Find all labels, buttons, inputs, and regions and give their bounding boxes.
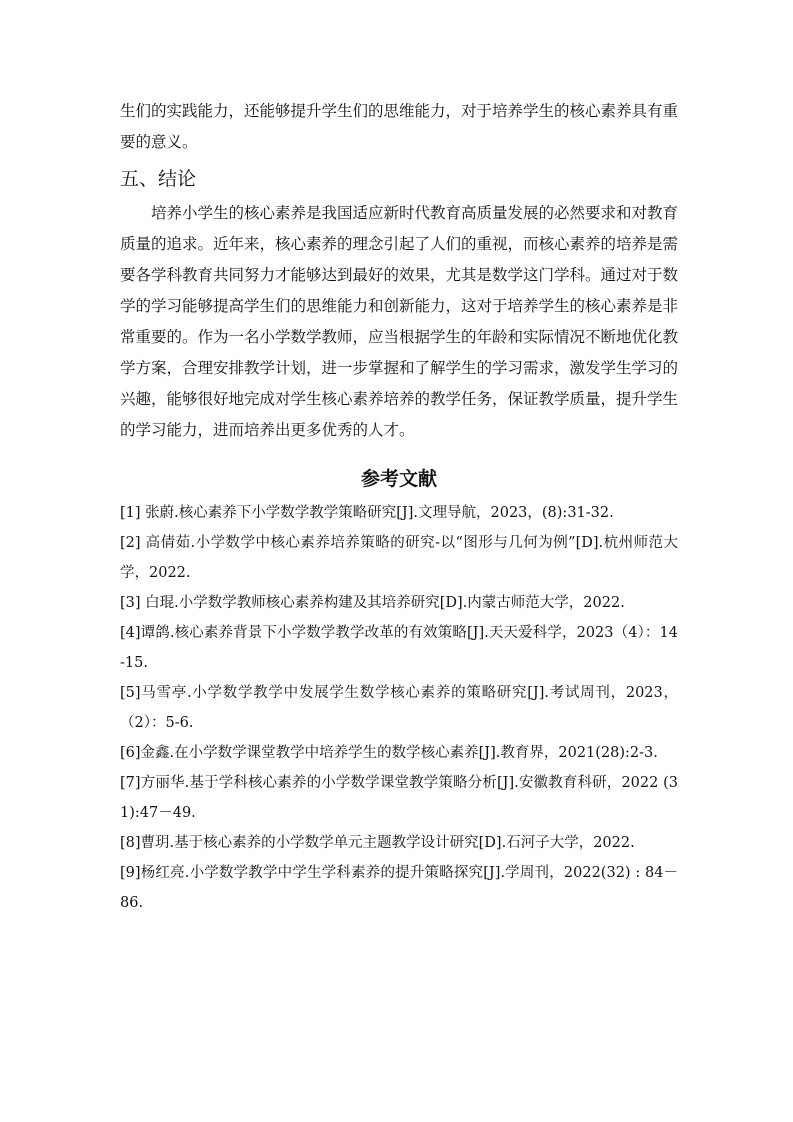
page-content [120, 96, 678, 918]
references-list [120, 498, 678, 918]
reference-item: [9]杨红亮.小学数学教学中学生学科素养的提升策略探究[J].学周刊，2022(32) : 84－86. [120, 865, 678, 911]
reference-item: [2] 高倩茹.小学数学中核心素养培养策略的研究-以“图形与几何为例”[D].杭州师范大学，2022. [120, 535, 678, 581]
references-title: 参考文献 [360, 468, 437, 490]
reference-item: [1] 张蔚.核心素养下小学数学教学策略研究[J].文理导航，2023，(8):31-32. [120, 505, 614, 521]
reference-item: [8]曹玥.基于核心素养的小学数学单元主题教学设计研究[D].石河子大学，2022. [120, 835, 635, 851]
conclusion-paragraph: 培养小学生的核心素养是我国适应新时代教育高质量发展的必然要求和对教育质量的追求。近年来，核心素养的理念引起了人们的重视，而核心素养的培养是需要各学科教育共同努力才能够达到最好的效果，尤其是数学这门学科。通过对于数学的学习能够提高学生们的思维能力和创新能力，这对于培养学生的核心素养是非常重要的。作为一名小学数学教师，应当根据学生的年龄和实际情况不断地优化教学方案，合理安排教学计划，进一步掌握和了解学生的学习需求，激发学生学习的兴趣，能够很好地完成对学生核心素养培养的教学任务，保证教学质量，提升学生的学习能力，进而培养出更多优秀的人才。 [120, 204, 679, 439]
reference-item: [6]金鑫.在小学数学课堂教学中培养学生的数学核心素养[J].教育界，2021(28):2-3. [120, 745, 658, 761]
section-heading-conclusion: 五、结论 [120, 168, 197, 190]
reference-item: [4]谭鸽.核心素养背景下小学数学教学改革的有效策略[J].天天爱科学，2023（4）：14-15. [120, 625, 678, 671]
continued-paragraph: 生们的实践能力，还能够提升学生们的思维能力，对于培养学生的核心素养具有重要的意义。 [120, 102, 679, 151]
reference-item: [5]马雪亭.小学数学教学中发展学生数学核心素养的策略研究[J].考试周刊，2023，（2）：5-6. [120, 685, 678, 731]
reference-item: [7]方丽华.基于学科核心素养的小学数学课堂教学策略分析[J].安徽教育科研，2022 (31):47－49. [120, 775, 678, 821]
reference-item: [3] 白琨.小学数学教师核心素养构建及其培养研究[D].内蒙古师范大学，2022. [120, 595, 625, 611]
